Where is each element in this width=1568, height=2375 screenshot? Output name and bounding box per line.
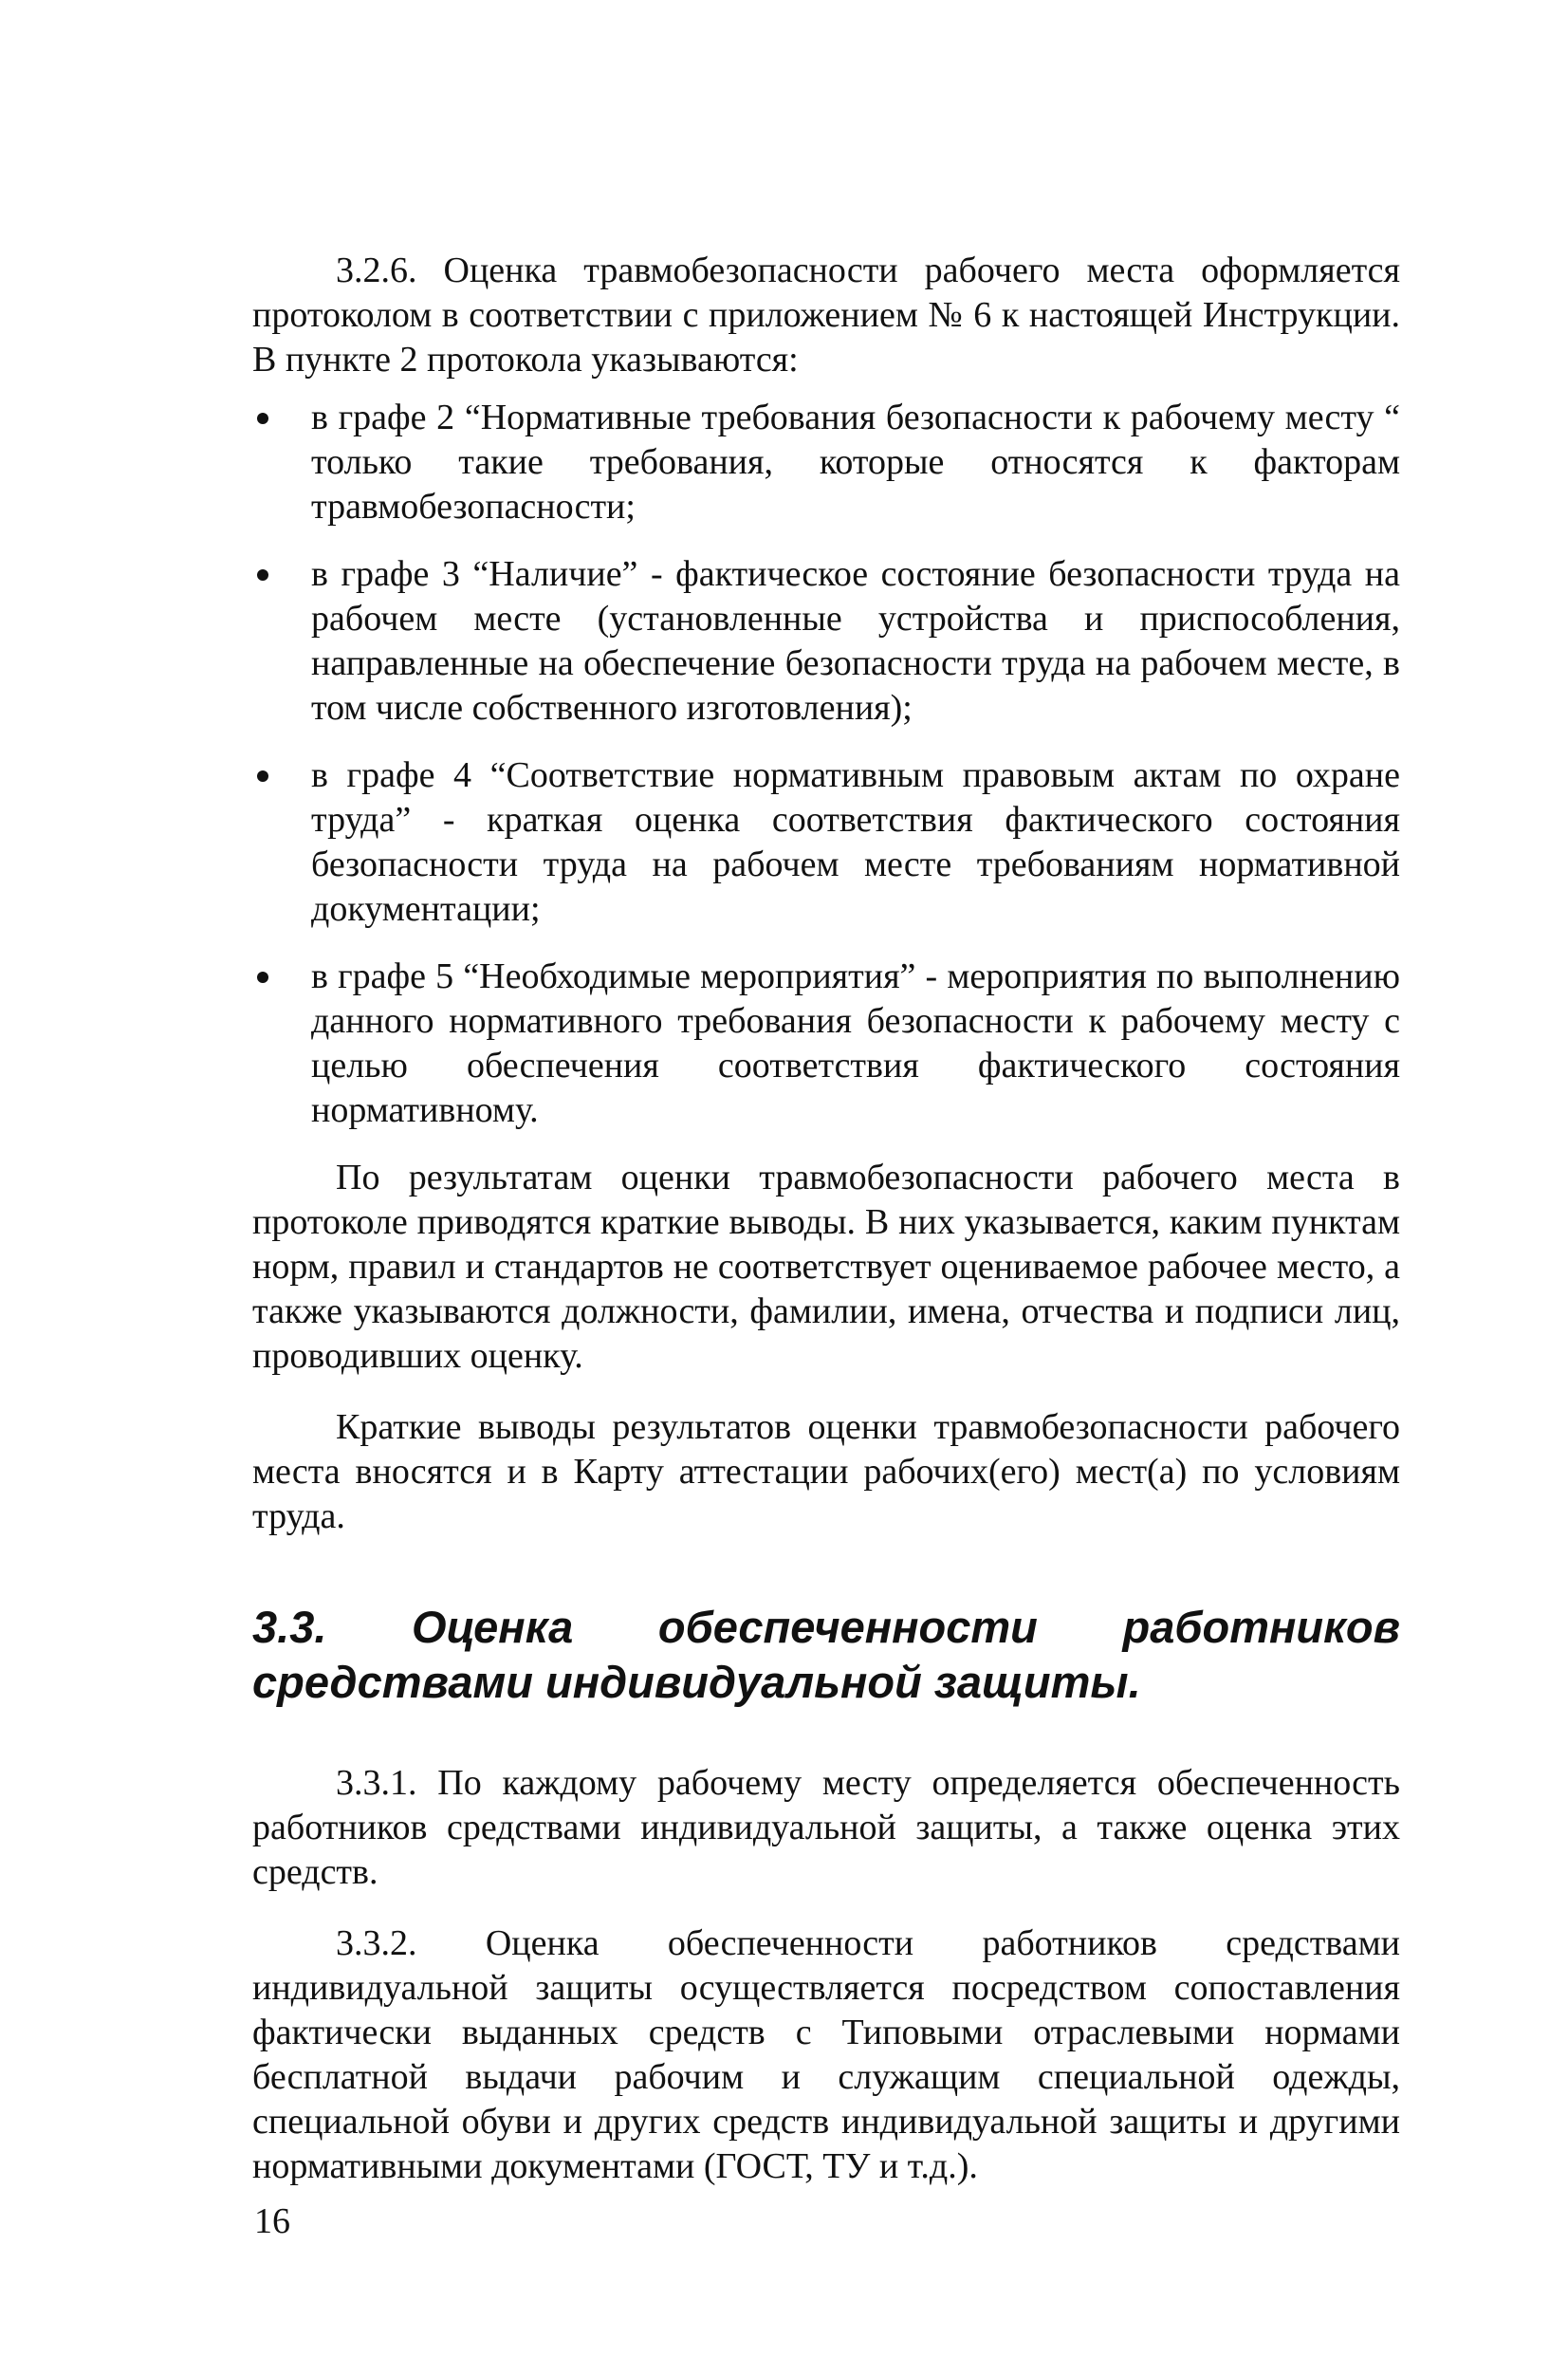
list-item-text: в графе 4 “Соответствие нормативным правовым актам по охране труда” - краткая оценка соответствия фактического состояния безопасности труда на рабочем месте требованиям нормативной документации; — [311, 755, 1400, 929]
list-item — [252, 753, 1400, 932]
paragraph-3-2-6: 3.2.6. Оценка травмобезопасности рабочего места оформляется протоколом в соответствии с приложением № 6 к настоящей Инструкции. В пункте 2 протокола указываются: — [252, 250, 1400, 380]
list-item — [252, 552, 1400, 731]
list-item — [252, 955, 1400, 1133]
paragraph-results: По результатам оценки травмобезопасности рабочего места в протоколе приводятся краткие выводы. В них указывается, каким пунктам норм, правил и стандартов не соответствует оцениваемое рабочее место, а также указываются должности, фамилии, имена, отчества и подписи лиц, проводивших оценку. — [252, 1158, 1400, 1376]
paragraph-3-3-2: 3.3.2. Оценка обеспеченности работников средствами индивидуальной защиты осуществляется посредством сопоставления фактически выданных средств с Типовыми отраслевыми нормами бесплатной выдачи рабочим и служащим специальной одежды, специальной обуви и других средств индивидуальной защиты и другими нормативными документами (ГОСТ, ТУ и т.д.). — [252, 1923, 1400, 2186]
document-page — [252, 249, 1400, 2189]
list-item-text: в графе 2 “Нормативные требования безопасности к рабочему месту “ только такие требования, которые относятся к факторам травмобезопасности; — [311, 398, 1400, 527]
list-item — [252, 396, 1400, 529]
bullet-icon — [257, 569, 268, 581]
page-number: 16 — [254, 2201, 290, 2241]
list-item-text: в графе 5 “Необходимые мероприятия” - мероприятия по выполнению данного нормативного требования безопасности к рабочему месту с целью обеспечения соответствия фактического состояния нормативному. — [311, 956, 1400, 1130]
columns-list — [252, 396, 1400, 1133]
bullet-icon — [257, 972, 268, 983]
section-heading-3-3: 3.3. Оценка обеспеченности работников средствами индивидуальной защиты. — [252, 1602, 1400, 1707]
list-item-text: в графе 3 “Наличие” - фактическое состояние безопасности труда на рабочем месте (установленные устройства и приспособления, направленные на обеспечение безопасности труда на рабочем месте, в том числе собственного изготовления); — [311, 554, 1400, 728]
bullet-icon — [257, 413, 268, 424]
paragraph-conclusions: Краткие выводы результатов оценки травмобезопасности рабочего места вносятся и в Карту аттестации рабочих(его) мест(а) по условиям труда. — [252, 1407, 1400, 1536]
paragraph-3-3-1: 3.3.1. По каждому рабочему месту определяется обеспеченность работников средствами индивидуальной защиты, а также оценка этих средств. — [252, 1763, 1400, 1892]
bullet-icon — [257, 770, 268, 782]
